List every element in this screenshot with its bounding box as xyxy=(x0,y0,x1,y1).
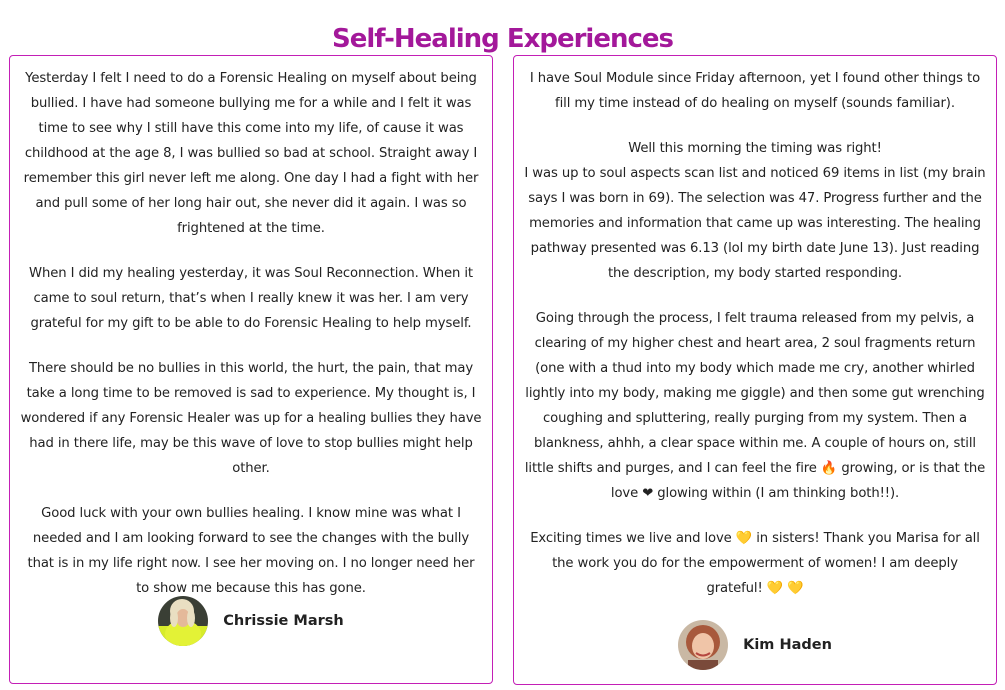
author-name: Chrissie Marsh xyxy=(223,613,344,629)
testimonial-card-kim xyxy=(513,55,997,685)
avatar-photo-icon xyxy=(678,620,728,670)
testimonial-paragraph: When I did my healing yesterday, it was Soul Reconnection. When it came to soul return, that’s when I really knew it was her. I am very grateful for my gift to be able to do Forensic Healing to help myself. xyxy=(29,266,473,331)
testimonial-paragraph: Well this morning the timing was right! xyxy=(628,141,882,156)
avatar-photo-icon xyxy=(158,596,208,646)
testimonial-author xyxy=(10,596,492,646)
testimonial-paragraph: Good luck with your own bullies healing. I know mine was what I needed and I am looking forward to see the changes with the bully that is in my life right now. I see her moving on. I no longer need her to show me because this has gone. xyxy=(27,506,475,596)
testimonial-paragraph: Going through the process, I felt trauma released from my pelvis, a clearing of my higher chest and heart area, 2 soul fragments return (one with a thud into my body which made me cry, another whirled lightly into my body, making me giggle) and then some gut wrenching coughing and spluttering, really purging from my system. Then a blankness, ahhh, a clear space within me. A couple of hours on, still little shifts and purges, and I can feel the fire 🔥 growing, or is that the love ❤ glowing within (I am thinking both!!). xyxy=(524,311,986,501)
testimonial-text xyxy=(10,56,492,601)
testimonial-paragraph: Yesterday I felt I need to do a Forensic Healing on myself about being bullied. I have had someone bullying me for a while and I felt it was time to see why I still have this come into my life, of cause it was childhood at the age 8, I was bullied so bad at school. Straight away I remember this girl never left me along. One day I had a fight with her and pull some of her long hair out, she never did it again. I was so frightened at the time. xyxy=(23,71,479,236)
testimonial-paragraph: There should be no bullies in this world, the hurt, the pain, that may take a long time to be removed is sad to experience. My thought is, I wondered if any Forensic Healer was up for a healing bullies they have had in there life, may be this wave of love to stop bullies might help other. xyxy=(20,361,482,476)
page-title: Self-Healing Experiences xyxy=(331,24,674,55)
testimonial-text xyxy=(514,56,996,601)
testimonial-card-chrissie xyxy=(9,55,493,684)
testimonial-author xyxy=(514,620,996,670)
testimonial-paragraph: I was up to soul aspects scan list and noticed 69 items in list (my brain says I was born in 69). The selection was 47. Progress further and the memories and information that came up was interesting. The healing pathway presented was 6.13 (lol my birth date June 13). Just reading the description, my body started responding. xyxy=(524,166,986,281)
testimonial-paragraph: I have Soul Module since Friday afternoon, yet I found other things to fill my time instead of do healing on myself (sounds familiar). xyxy=(529,71,981,111)
testimonial-paragraph: Exciting times we live and love 💛 in sisters! Thank you Marisa for all the work you do for the empowerment of women! I am deeply grateful! 💛 💛 xyxy=(530,531,980,596)
author-name: Kim Haden xyxy=(743,637,832,653)
